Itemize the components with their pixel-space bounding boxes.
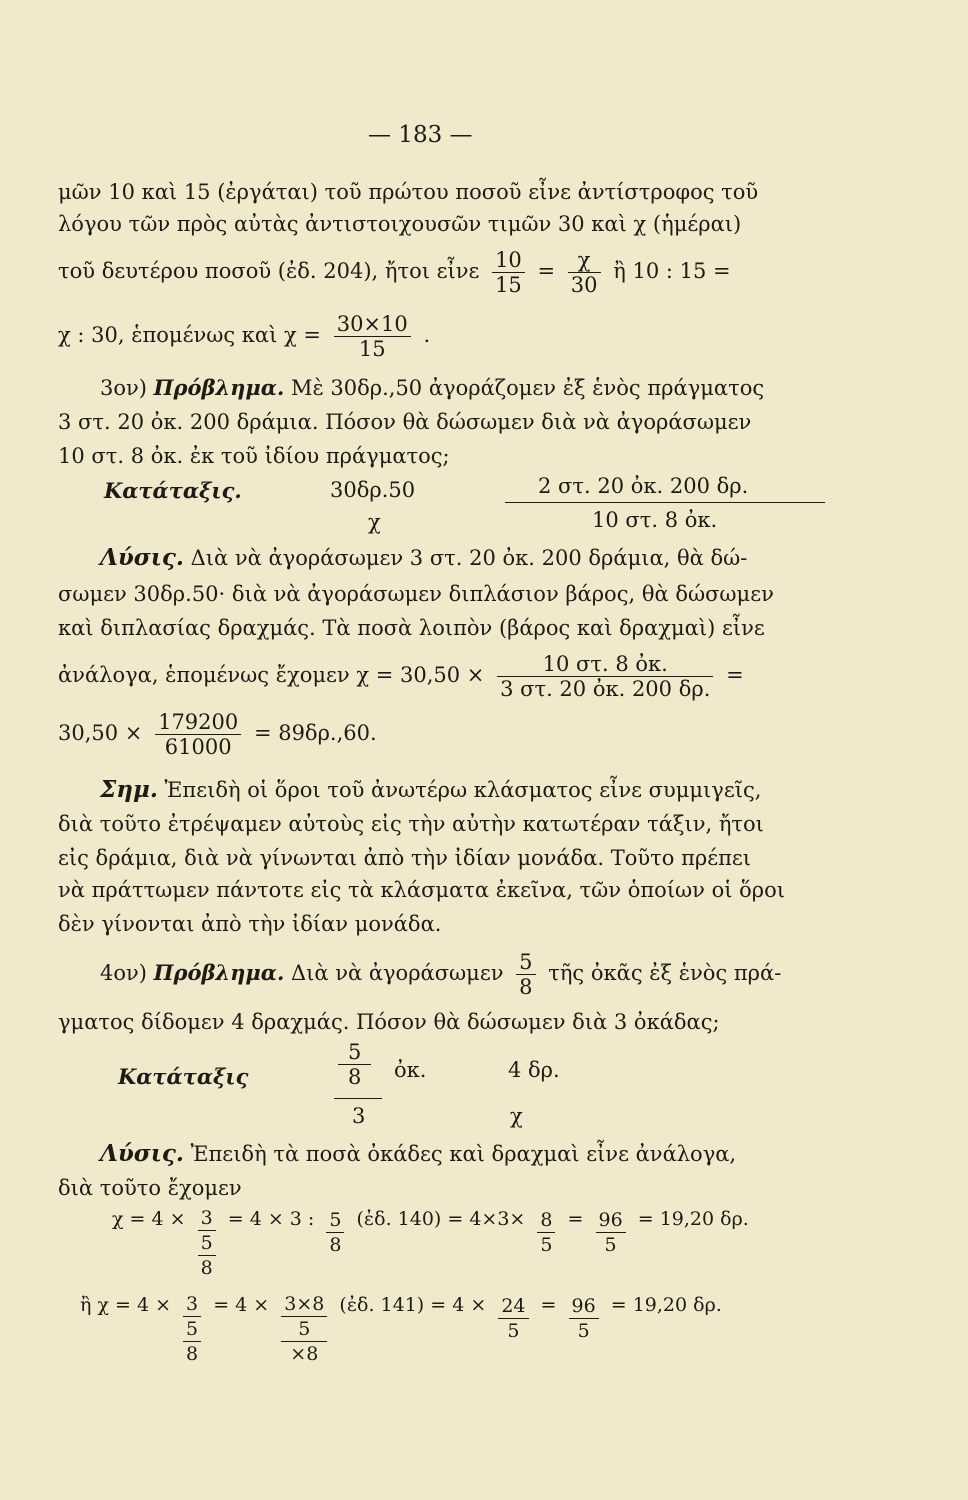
fraction-rule [505, 502, 825, 503]
text-span: ἢ [80, 1294, 92, 1316]
denominator: ×8 [290, 1343, 319, 1365]
arrangement-value: 10 στ. 8 ὀκ. [592, 508, 718, 532]
denominator: 30 [570, 273, 598, 297]
text-span: ἀνάλογα, ἑπομένως ἔχομεν χ = 30,50 × [58, 663, 485, 687]
arrangement-value: ὀκ. [394, 1058, 427, 1082]
fraction [492, 248, 525, 297]
text-line: 3 στ. 20 ὀκ. 200 δράμια. Πόσον θὰ δώσωμεν διὰ νὰ ἀγοράσωμεν [58, 410, 752, 434]
text-span: = [567, 1208, 584, 1230]
text-span: Διὰ νὰ ἀγοράσωμεν 3 στ. 20 ὀκ. 200 δράμια, θὰ δώ- [190, 546, 748, 570]
problem-3-heading [100, 374, 850, 402]
denominator: 5 [198, 1231, 216, 1256]
fraction-rule [334, 1098, 382, 1099]
text-line: δὲν γίνονται ἀπὸ τὴν ἰδίαν μονάδα. [58, 912, 442, 936]
arrangement-label: Κατάταξις. [104, 478, 242, 503]
arrangement-value: 4 δρ. [508, 1058, 560, 1082]
text-span: Διὰ νὰ ἀγοράσωμεν [290, 961, 504, 985]
text-span: χ = 4 × [112, 1208, 186, 1230]
denominator: 5 [577, 1320, 590, 1342]
numerator: 5 [326, 1208, 344, 1233]
text-line: διὰ τοῦτο ἐτρέψαμεν αὐτοὺς εἰς τὴν αὐτὴν κατωτέραν τάξιν, ἤτοι [58, 812, 764, 836]
text-line: σωμεν 30δρ.50· διὰ νὰ ἀγοράσωμεν διπλάσιον βάρος, θὰ δώσωμεν [58, 582, 774, 606]
numerator: 10 στ. 8 ὀκ. [497, 652, 713, 677]
problem-number: 4ον) [100, 961, 147, 985]
fraction [326, 1208, 344, 1257]
fraction [516, 950, 535, 999]
numerator: 96 [596, 1208, 626, 1233]
arrangement-value: 30δρ.50 [330, 478, 416, 502]
text-span: (ἐδ. 140) = 4×3× [356, 1208, 526, 1230]
denominator: 8 [519, 975, 533, 999]
fraction [334, 312, 411, 361]
denominator: 5 [183, 1317, 201, 1342]
fraction [569, 1294, 599, 1343]
arrangement-value: χ [510, 1104, 523, 1128]
arrangement-value: 2 στ. 20 ὀκ. 200 δρ. [538, 474, 749, 498]
compound-fraction [281, 1292, 327, 1366]
text-span: τῆς ὀκᾶς ἐξ ἑνὸς πρά- [548, 961, 782, 985]
text-span: = [726, 663, 744, 687]
equation-1 [112, 1208, 852, 1280]
text-line-with-fractions [58, 710, 848, 759]
fraction [497, 652, 713, 701]
arrangement-value: χ [368, 510, 381, 534]
text-line-with-fractions [58, 312, 848, 361]
text-span: = 4 × 3 : [227, 1208, 315, 1230]
numerator: 10 [492, 248, 525, 273]
text-line: γματος δίδομεν 4 δραχμάς. Πόσον θὰ δώσωμεν διὰ 3 ὀκάδας; [58, 1010, 720, 1034]
fraction [537, 1208, 555, 1257]
denominator: 3 στ. 20 ὀκ. 200 δρ. [500, 677, 711, 701]
problem-title: Πρόβλημα. [153, 960, 285, 985]
fraction [568, 248, 601, 297]
denominator: 61000 [164, 735, 232, 759]
denominator: 8 [200, 1257, 213, 1279]
problem-number: 3ον) [100, 376, 147, 400]
compound-fraction [183, 1292, 201, 1366]
text-span: χ : 30, ἑπομένως καὶ χ = [58, 323, 322, 347]
denominator: 15 [495, 273, 522, 297]
note-line [100, 776, 850, 804]
denominator: 8 [329, 1234, 342, 1256]
problem-title: Πρόβλημα. [153, 375, 285, 400]
text-line-with-fractions [58, 652, 848, 701]
text-span: χ = 4 × [97, 1294, 171, 1316]
text-span: Ἐπειδὴ οἱ ὅροι τοῦ ἀνωτέρω κλάσματος εἶνε συμμιγεῖς, [164, 778, 762, 802]
numerator: 5 [516, 950, 535, 975]
numerator: 96 [569, 1294, 599, 1319]
denominator: 5 [540, 1234, 553, 1256]
solution-label: Λύσις. [100, 1140, 184, 1167]
fraction [155, 710, 241, 759]
equals: = [537, 259, 556, 283]
text-span: Ἐπειδὴ τὰ ποσὰ ὀκάδες καὶ δραχμαὶ εἶνε ἀνάλογα, [190, 1142, 737, 1166]
text-span: ἢ 10 : 15 = [613, 259, 731, 283]
text-line: νὰ πράττωμεν πάντοτε εἰς τὰ κλάσματα ἐκεῖνα, τῶν ὁποίων οἱ ὅροι [58, 878, 786, 902]
numerator: 3×8 [281, 1292, 327, 1317]
text-span: Μὲ 30δρ.,50 ἀγοράζομεν ἐξ ἑνὸς πράγματος [290, 376, 765, 400]
numerator: 179200 [155, 710, 241, 735]
arrangement-value: 3 [352, 1104, 366, 1128]
denominator: 5 [604, 1234, 617, 1256]
numerator: 3 [183, 1292, 201, 1317]
problem-4-heading [100, 950, 850, 999]
numerator: 3 [198, 1206, 216, 1231]
text-span: 30,50 × [58, 721, 143, 745]
numerator: 5 [338, 1040, 371, 1065]
text-span: . [423, 323, 431, 347]
text-line: διὰ τοῦτο ἔχομεν [58, 1176, 242, 1200]
note-label: Σημ. [100, 776, 158, 803]
denominator: 8 [186, 1343, 199, 1365]
text-line: εἰς δράμια, διὰ νὰ γίνωνται ἀπὸ τὴν ἰδίαν μονάδα. Τοῦτο πρέπει [58, 846, 752, 870]
text-span: = 19,20 δρ. [610, 1294, 722, 1316]
text-line: 10 στ. 8 ὀκ. ἐκ τοῦ ἰδίου πράγματος; [58, 444, 450, 468]
fraction [498, 1294, 528, 1343]
solution-line [100, 544, 850, 572]
numerator: 8 [537, 1208, 555, 1233]
numerator: 30×10 [334, 312, 411, 337]
text-span: = 4 × [213, 1294, 270, 1316]
numerator: χ [568, 248, 601, 273]
page-number: — 183 — [368, 122, 473, 148]
text-span: (ἐδ. 141) = 4 × [339, 1294, 487, 1316]
denominator: 8 [348, 1065, 362, 1089]
denominator: 15 [358, 337, 386, 361]
fraction [596, 1208, 626, 1257]
text-line: μῶν 10 καὶ 15 (ἐργάται) τοῦ πρώτου ποσοῦ εἶνε ἀντίστροφος τοῦ [58, 180, 759, 204]
text-line: λόγου τῶν πρὸς αὐτὰς ἀντιστοιχουσῶν τιμῶν 30 καὶ χ (ἡμέραι) [58, 212, 742, 236]
text-span: = [540, 1294, 557, 1316]
solution-line [100, 1140, 850, 1168]
text-span: τοῦ δευτέρου ποσοῦ (ἐδ. 204), ἤτοι εἶνε [58, 259, 480, 283]
numerator: 24 [498, 1294, 528, 1319]
text-line: καὶ διπλασίας δραχμάς. Τὰ ποσὰ λοιπὸν (βάρος καὶ δραχμαὶ) εἶνε [58, 616, 765, 640]
compound-fraction [198, 1206, 216, 1280]
text-span: = 89δρ.,60. [253, 721, 377, 745]
denominator: 5 [507, 1320, 520, 1342]
equation-2 [80, 1294, 850, 1366]
arrangement-label: Κατάταξις [118, 1064, 249, 1089]
text-span: = 19,20 δρ. [637, 1208, 749, 1230]
denominator: 5 [281, 1317, 327, 1342]
solution-label: Λύσις. [100, 544, 184, 571]
fraction [338, 1040, 371, 1089]
text-line-with-fractions [58, 248, 848, 297]
